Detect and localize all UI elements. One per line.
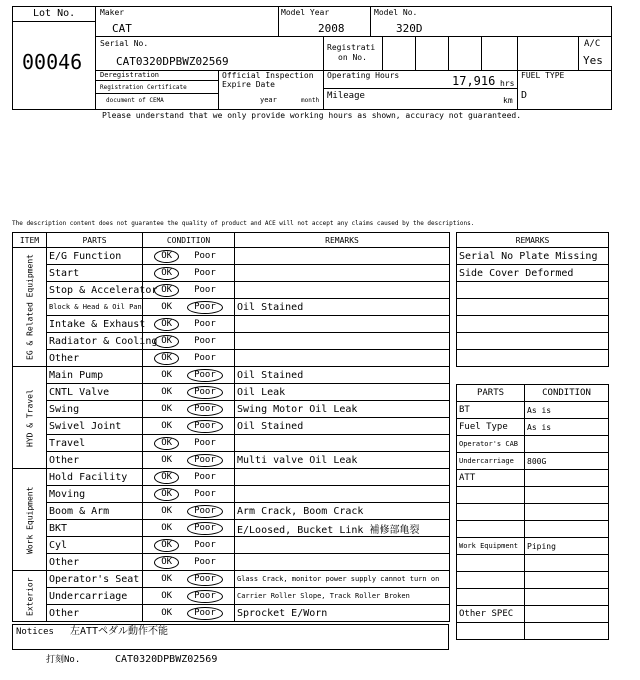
table-row	[457, 470, 609, 487]
table-row	[13, 333, 450, 350]
divider	[517, 70, 518, 110]
column-header-condition: CONDITION	[143, 233, 235, 248]
notices-value: 左ATTペダル動作不能	[70, 626, 169, 637]
model-year-label: Model Year	[281, 8, 330, 17]
part-name: Block & Head & Oil Pan	[47, 299, 143, 316]
part-name	[457, 589, 525, 606]
model-year-value: 2008	[318, 22, 345, 35]
remark-cell: Serial No Plate Missing	[457, 248, 609, 265]
poor-marked: Poor	[187, 573, 223, 586]
remark-cell: E/Loosed, Bucket Link 補修部亀裂	[235, 520, 450, 537]
inspection-table	[12, 232, 450, 622]
part-name: Other	[47, 605, 143, 622]
condition-cell: Piping	[525, 538, 609, 555]
condition-cell	[143, 486, 235, 503]
remark-cell: Swing Motor Oil Leak	[235, 401, 450, 418]
divider	[278, 6, 279, 36]
condition-cell	[525, 487, 609, 504]
poor-option: Poor	[194, 267, 216, 278]
group-label: Exterior	[13, 571, 47, 622]
part-name: Undercarriage	[457, 453, 525, 470]
divider	[96, 93, 218, 94]
remark-cell	[235, 469, 450, 486]
ok-marked: OK	[154, 352, 179, 365]
part-name: Undercarriage	[47, 588, 143, 605]
table-row	[457, 453, 609, 470]
ok-marked: OK	[154, 318, 179, 331]
part-name: Fuel Type	[457, 419, 525, 436]
notices-label: Notices	[16, 627, 54, 637]
table-row	[13, 452, 450, 469]
stamp-value: CAT0320DPBWZ02569	[115, 654, 218, 665]
remark-cell	[235, 333, 450, 350]
condition-cell	[143, 299, 235, 316]
registration-label: Registrati	[327, 43, 376, 52]
table-row	[13, 571, 450, 588]
divider	[96, 80, 218, 81]
remark-cell	[235, 265, 450, 282]
condition-cell	[143, 316, 235, 333]
condition-cell	[143, 605, 235, 622]
divider	[96, 36, 612, 37]
operating-hours-value: 17,916	[452, 74, 496, 88]
table-row	[13, 469, 450, 486]
fuel-type-label: FUEL TYPE	[521, 71, 565, 80]
table-row	[457, 299, 609, 316]
year-label: year	[260, 96, 277, 104]
ok-option: OK	[161, 369, 173, 380]
part-name	[457, 487, 525, 504]
month-label: month	[301, 97, 320, 104]
part-name: Swivel Joint	[47, 418, 143, 435]
table-row	[13, 350, 450, 367]
remark-cell	[235, 350, 450, 367]
condition-cell	[143, 503, 235, 520]
part-name: Start	[47, 265, 143, 282]
divider	[481, 36, 482, 70]
group-label: Work Equipment	[13, 469, 47, 571]
table-row	[13, 537, 450, 554]
condition-cell	[143, 367, 235, 384]
remark-cell	[235, 537, 450, 554]
model-no-value: 320D	[396, 22, 423, 35]
condition-cell	[143, 401, 235, 418]
condition-cell: As is	[525, 419, 609, 436]
condition-cell	[143, 588, 235, 605]
maker-value: CAT	[112, 22, 132, 35]
remark-cell: Arm Crack, Boom Crack	[235, 503, 450, 520]
part-name: Boom & Arm	[47, 503, 143, 520]
remark-cell	[457, 333, 609, 350]
ok-option: OK	[161, 301, 173, 312]
ok-option: OK	[161, 505, 173, 516]
poor-option: Poor	[194, 556, 216, 567]
remark-cell: Multi valve Oil Leak	[235, 452, 450, 469]
ok-marked: OK	[154, 335, 179, 348]
poor-option: Poor	[194, 488, 216, 499]
condition-cell	[525, 606, 609, 623]
part-name: Radiator & Cooling	[47, 333, 143, 350]
remark-cell: Sprocket E/Worn	[235, 605, 450, 622]
ok-option: OK	[161, 607, 173, 618]
remark-cell: Oil Stained	[235, 418, 450, 435]
divider	[370, 6, 371, 36]
poor-marked: Poor	[187, 301, 223, 314]
part-name: Operator's CAB	[457, 436, 525, 453]
condition-cell	[143, 418, 235, 435]
poor-marked: Poor	[187, 454, 223, 467]
ok-option: OK	[161, 590, 173, 601]
registration-label-2: on No.	[338, 53, 367, 62]
part-name: Travel	[47, 435, 143, 452]
poor-marked: Poor	[187, 522, 223, 535]
table-row	[13, 299, 450, 316]
mileage-label: Mileage	[327, 91, 365, 101]
remark-cell: Glass Crack, monitor power supply cannot turn on	[235, 571, 450, 588]
condition-cell	[143, 248, 235, 265]
poor-option: Poor	[194, 539, 216, 550]
table-row	[457, 538, 609, 555]
condition-cell: As is	[525, 402, 609, 419]
table-row	[457, 419, 609, 436]
part-name: Swing	[47, 401, 143, 418]
maker-label: Maker	[100, 8, 125, 17]
hours-notice: Please understand that we only provide working hours as shown, accuracy not guaranteed.	[102, 111, 522, 120]
part-name	[457, 521, 525, 538]
divider	[218, 70, 219, 110]
hrs-unit: hrs	[500, 79, 515, 88]
model-no-label: Model No.	[374, 8, 418, 17]
condition-cell	[143, 265, 235, 282]
right-condition-header: CONDITION	[525, 385, 609, 402]
table-row	[457, 436, 609, 453]
table-row	[457, 265, 609, 282]
table-row	[13, 316, 450, 333]
part-name	[457, 555, 525, 572]
table-row	[13, 486, 450, 503]
condition-cell	[525, 589, 609, 606]
part-name: Work Equipment	[457, 538, 525, 555]
table-row	[457, 504, 609, 521]
condition-cell	[143, 520, 235, 537]
part-name	[457, 504, 525, 521]
remark-cell	[235, 248, 450, 265]
remark-cell: Oil Stained	[235, 299, 450, 316]
part-name: Stop & Accelerator	[47, 282, 143, 299]
disclaimer: The description content does not guarantee the quality of product and ACE will not accept any claims caused by the descriptions.	[12, 220, 475, 227]
table-row	[13, 554, 450, 571]
poor-marked: Poor	[187, 420, 223, 433]
divider	[578, 36, 579, 70]
remark-cell	[457, 299, 609, 316]
table-row	[13, 265, 450, 282]
fuel-type-value: D	[521, 90, 528, 101]
remark-cell	[235, 435, 450, 452]
table-row	[13, 384, 450, 401]
table-row	[13, 435, 450, 452]
poor-option: Poor	[194, 318, 216, 329]
ok-option: OK	[161, 403, 173, 414]
table-row	[13, 401, 450, 418]
table-row	[457, 572, 609, 589]
remark-cell	[235, 486, 450, 503]
part-name: Other SPEC	[457, 606, 525, 623]
table-row	[13, 367, 450, 384]
condition-cell: 800G	[525, 453, 609, 470]
inspection-label: Official Inspection	[222, 71, 314, 80]
condition-cell	[143, 571, 235, 588]
divider	[323, 88, 517, 89]
column-header-parts: PARTS	[47, 233, 143, 248]
table-row	[13, 248, 450, 265]
lot-number: 00046	[22, 50, 83, 74]
part-name: Operator's Seat	[47, 571, 143, 588]
part-name: Cyl	[47, 537, 143, 554]
part-name: ATT	[457, 470, 525, 487]
serial-label: Serial No.	[100, 39, 149, 48]
ok-marked: OK	[154, 471, 179, 484]
table-row	[13, 282, 450, 299]
table-row	[13, 588, 450, 605]
ok-marked: OK	[154, 267, 179, 280]
condition-cell	[525, 555, 609, 572]
condition-cell	[525, 521, 609, 538]
table-row	[13, 520, 450, 537]
poor-option: Poor	[194, 471, 216, 482]
condition-cell	[143, 452, 235, 469]
condition-cell	[143, 435, 235, 452]
part-name: Other	[47, 554, 143, 571]
poor-marked: Poor	[187, 403, 223, 416]
remark-cell	[457, 316, 609, 333]
ok-marked: OK	[154, 488, 179, 501]
condition-cell	[525, 436, 609, 453]
divider	[517, 36, 518, 70]
table-row	[13, 503, 450, 520]
remark-cell	[235, 282, 450, 299]
divider	[415, 36, 416, 70]
part-name: BT	[457, 402, 525, 419]
poor-option: Poor	[194, 352, 216, 363]
remark-cell: Oil Leak	[235, 384, 450, 401]
poor-option: Poor	[194, 284, 216, 295]
part-name: Other	[47, 452, 143, 469]
poor-option: Poor	[194, 250, 216, 261]
ok-option: OK	[161, 573, 173, 584]
poor-option: Poor	[194, 437, 216, 448]
remark-cell: Side Cover Deformed	[457, 265, 609, 282]
table-row	[457, 623, 609, 640]
table-row	[457, 555, 609, 572]
ok-option: OK	[161, 522, 173, 533]
divider	[323, 70, 324, 110]
deregistration-label: Deregistration	[100, 71, 160, 79]
condition-cell	[525, 572, 609, 589]
condition-cell	[143, 333, 235, 350]
ok-marked: OK	[154, 556, 179, 569]
divider	[323, 36, 324, 70]
right-remarks-header: REMARKS	[457, 233, 609, 248]
part-name: Other	[47, 350, 143, 367]
lot-label: Lot No.	[33, 8, 76, 19]
ok-option: OK	[161, 420, 173, 431]
part-name	[457, 623, 525, 640]
part-name: E/G Function	[47, 248, 143, 265]
column-header-item: ITEM	[13, 233, 47, 248]
poor-marked: Poor	[187, 386, 223, 399]
table-row	[457, 350, 609, 367]
table-row	[457, 316, 609, 333]
part-name: Intake & Exhaust	[47, 316, 143, 333]
condition-cell	[525, 623, 609, 640]
table-row	[457, 333, 609, 350]
ok-option: OK	[161, 454, 173, 465]
ok-option: OK	[161, 386, 173, 397]
table-row	[13, 605, 450, 622]
ok-marked: OK	[154, 539, 179, 552]
table-row	[457, 282, 609, 299]
registration-certificate-label: Registration Certificate	[100, 84, 187, 91]
condition-cell	[143, 554, 235, 571]
stamp-label: 打刻No.	[46, 655, 81, 665]
serial-value: CAT0320DPBWZ02569	[116, 55, 229, 68]
condition-cell	[525, 470, 609, 487]
table-row	[457, 606, 609, 623]
poor-option: Poor	[194, 335, 216, 346]
part-name: CNTL Valve	[47, 384, 143, 401]
remark-cell	[235, 554, 450, 571]
ok-marked: OK	[154, 284, 179, 297]
remark-cell: Carrier Roller Slope, Track Roller Broken	[235, 588, 450, 605]
group-label: EG & Related Equipment	[13, 248, 47, 367]
remark-cell	[457, 282, 609, 299]
condition-cell	[143, 469, 235, 486]
poor-marked: Poor	[187, 607, 223, 620]
ok-marked: OK	[154, 250, 179, 263]
poor-marked: Poor	[187, 590, 223, 603]
condition-cell	[143, 282, 235, 299]
remark-cell: Oil Stained	[235, 367, 450, 384]
ac-label: A/C	[584, 39, 601, 49]
operating-hours-label: Operating Hours	[327, 71, 400, 80]
table-row	[457, 248, 609, 265]
table-row	[457, 589, 609, 606]
right-parts-table	[456, 384, 609, 640]
part-name: BKT	[47, 520, 143, 537]
condition-cell	[143, 350, 235, 367]
cema-label: document of CEMA	[106, 97, 164, 104]
divider	[382, 36, 383, 70]
table-row	[457, 521, 609, 538]
right-parts-header: PARTS	[457, 385, 525, 402]
expire-date-label: Expire Date	[222, 80, 275, 89]
remark-cell	[235, 316, 450, 333]
ac-value: Yes	[583, 54, 603, 67]
divider	[448, 36, 449, 70]
table-row	[13, 418, 450, 435]
column-header-remarks: REMARKS	[235, 233, 450, 248]
right-remarks-table	[456, 232, 609, 367]
part-name: Moving	[47, 486, 143, 503]
poor-marked: Poor	[187, 369, 223, 382]
km-unit: km	[503, 96, 513, 105]
part-name	[457, 572, 525, 589]
condition-cell	[143, 384, 235, 401]
ok-marked: OK	[154, 437, 179, 450]
poor-marked: Poor	[187, 505, 223, 518]
part-name: Hold Facility	[47, 469, 143, 486]
condition-cell	[525, 504, 609, 521]
table-row	[457, 402, 609, 419]
group-label: HYD & Travel	[13, 367, 47, 469]
remark-cell	[457, 350, 609, 367]
table-row	[457, 487, 609, 504]
part-name: Main Pump	[47, 367, 143, 384]
condition-cell	[143, 537, 235, 554]
